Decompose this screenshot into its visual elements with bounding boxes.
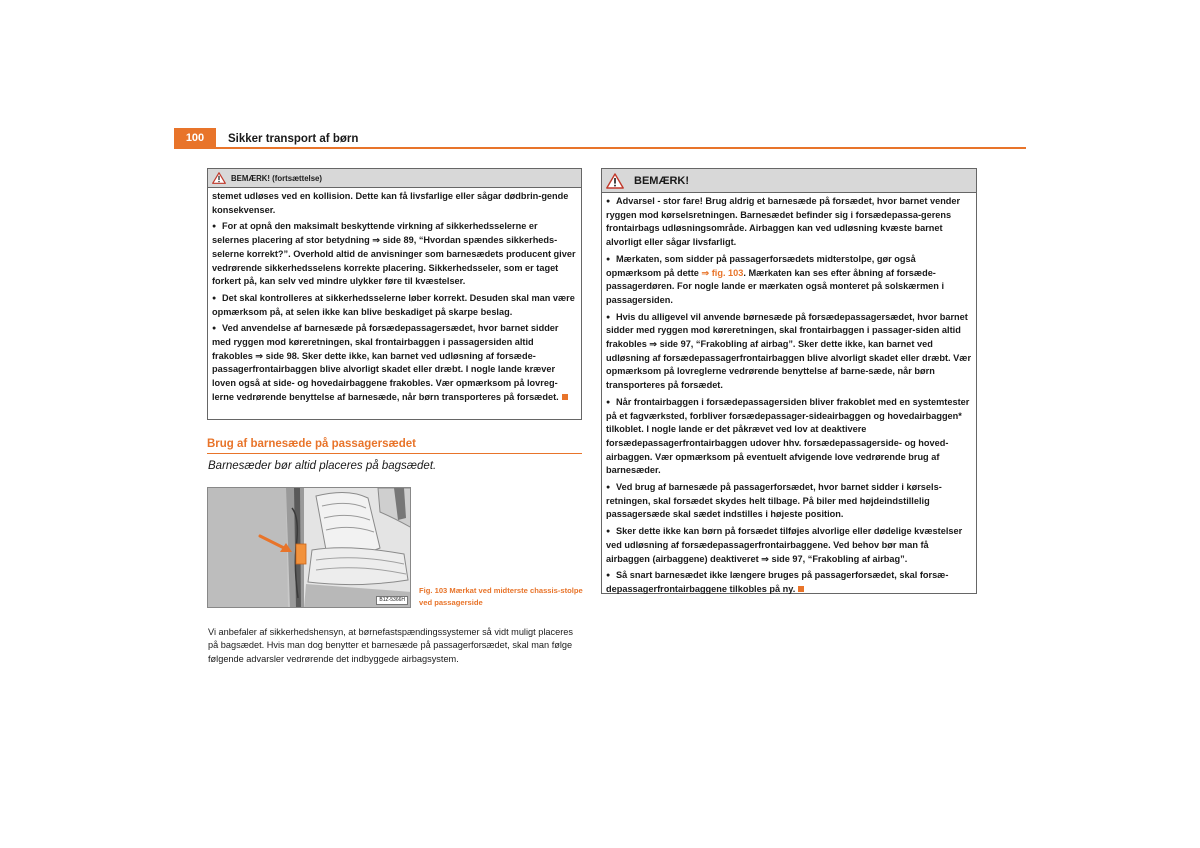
warning-triangle-icon: [212, 172, 226, 184]
warning-triangle-icon: [606, 173, 624, 189]
figure-car-pillar-sticker: [207, 487, 411, 608]
intro-sentence: Barnesæder bør altid placeres på bagsædet.: [208, 460, 437, 472]
paragraph-text: . Mærkaten kan ses efter åbning af forsæde-passagerdøren. For nogle lande er mærkaten også monteret på solskærmen i passagersiden.: [606, 267, 944, 305]
paragraph-text: Når frontairbaggen i forsædepassagersiden bliver frakoblet med en systemtester på et fagværksted, forbliver forsædepassager-sideairbaggen og hovedairbaggen* tilkoblet. I nogle lande er det påkrævet ved lov at deaktivere forsædepassagerfrontairbaggen udover hhv. forsædepassagerside- og hoved-airbaggen. Vær opmærksom på eventuelt afvigende love vedrørende brug af barnesæder.: [606, 396, 970, 476]
warning-paragraph: [212, 292, 577, 319]
warning-box-header: [208, 169, 581, 188]
warning-paragraph: [606, 253, 972, 308]
warning-box: [601, 168, 977, 594]
cross-reference-link[interactable]: ⇒ fig. 103: [701, 267, 744, 278]
paragraph-text: Sker dette ikke kan børn på forsædet tilføjes alvorlige eller dødelige kvæstelser ved udløsning af forsædepassagerfrontairbaggene. Ved behov bør man få airbaggen (airbaggene) deaktiveret ⇒ side 97, “Frakobling af airbag”.: [606, 526, 963, 564]
bullet-icon: ●: [606, 198, 611, 205]
figure-code: B1Z-5366H: [376, 596, 408, 605]
warning-label: BEMÆRK! (fortsættelse): [231, 173, 322, 183]
paragraph-text: Så snart barnesædet ikke længere bruges på passagerforsædet, skal forsæ-depassagerfrontairbaggene tilkobles på ny.: [606, 570, 949, 594]
subsection-heading: Brug af barnesæde på passagersædet: [207, 436, 582, 454]
warning-paragraph: [606, 481, 972, 522]
section-title: Sikker transport af børn: [228, 133, 359, 145]
bullet-icon: ●: [606, 528, 611, 536]
paragraph-text: Advarsel - stor fare! Brug aldrig et barnesæde på forsædet, hvor barnet vender ryggen mod kørselsretningen. Barnesædet befinder sig i forsædepassa-gerens frontairbags udløsningsområde. Airbaggen kan ved udløsning kvæste barnet alvorligt eller sågar livsfarligt.: [606, 196, 961, 248]
warning-label: BEMÆRK!: [634, 174, 689, 187]
body-paragraph: Vi anbefaler af sikkerhedshensyn, at børnefastspændingssystemer så vidt muligt placeres på bagsædet. Hvis man dog benytter et barnesæde på passagerforsædet, skal man følge følgende advarsler vedrørende det indbyggede airbagsystem.: [208, 627, 573, 664]
warning-box-header: [602, 169, 976, 193]
paragraph-text: Hvis du alligevel vil anvende børnesæde på forsædepassagersædet, hvor barnet sidder med ryggen mod køreretningen, skal frontairbaggen i passager-siden altid frakobles ⇒ side 97, “Frakobling af airbag”. Sker dette ikke, kan barnet ved udløsning af forsædepassagerfrontairbaggen blive alvorligt skadet eller dræbt. Vær opmærksom på lovreglerne vedrørende benyttelse af barne-sæde, når børn transporteres på forsædet.: [606, 311, 972, 391]
figure-caption: Fig. 103 Mærkat ved midterste chassis-stolpe ved passagerside: [419, 586, 583, 607]
bullet-icon: ●: [212, 325, 217, 333]
warning-paragraph: [606, 569, 972, 596]
bullet-icon: ●: [606, 572, 611, 580]
page-number: 100: [174, 128, 216, 147]
warning-box-body: [602, 193, 976, 599]
section-end-marker-icon: [562, 394, 568, 400]
bullet-icon: ●: [606, 484, 611, 492]
warning-paragraph: [212, 322, 577, 404]
bullet-icon: ●: [606, 313, 611, 321]
bullet-icon: ●: [212, 223, 217, 231]
warning-paragraph: [606, 195, 972, 250]
paragraph-text: Ved brug af barnesæde på passagerforsædet, hvor barnet sidder i kørsels-retningen, skal forsædet skydes helt tilbage. På biler med højdeindstillelig passagersæde skal sædet indstilles i højeste position.: [606, 482, 942, 520]
paragraph-text: Det skal kontrolleres at sikkerhedsselerne løber korrekt. Desuden skal man være opmærksom på, at selen ikke kan blive beskadiget på skarpe beslag.: [212, 292, 575, 317]
warning-paragraph: [606, 311, 972, 393]
paragraph-text: stemet udløses ved en kollision. Dette kan få livsfarlige eller sågar dødbrin-gende konsekvenser.: [212, 191, 569, 215]
paragraph-text: Mærkaten, som sidder på passagerforsædets midterstolpe, gør også opmærksom på dette: [606, 253, 916, 278]
warning-paragraph: [212, 190, 577, 217]
page-header: [174, 128, 1026, 149]
warning-paragraph: [606, 525, 972, 566]
section-end-marker-icon: [798, 586, 804, 592]
warning-box-body: [208, 188, 581, 407]
warning-paragraph: [212, 220, 577, 289]
warning-box-continued: [207, 168, 582, 420]
bullet-icon: ●: [606, 255, 611, 263]
paragraph-text: For at opnå den maksimalt beskyttende virkning af sikkerhedsselerne er selernes placering af stor betydning ⇒ side 89, “Hvordan spændes sikkerheds-selerne korrekt?”. Overhold altid de anvisninger som barnesædets producent giver vedrørende sikkerhedsselens korrekte placering. Sikkerhedsseler, som er taget forkert på, kan selv ved mindre ulykker føre til kvæstelser.: [212, 221, 576, 287]
bullet-icon: ●: [606, 398, 611, 406]
bullet-icon: ●: [212, 294, 217, 302]
warning-paragraph: [606, 396, 972, 478]
paragraph-text: Ved anvendelse af barnesæde på forsædepassagersædet, hvor barnet sidder med ryggen mod køreretningen, skal frontairbaggen i passagersiden altid frakobles ⇒ side 98. Sker dette ikke, kan barnet ved udløsning af forsæde-passagerfrontairbaggen blive alvorligt skadet eller dræbt. I nogle lande kræver loven også at side- og hovedairbaggene frakobles. Vær opmærksom på lovreg-lerne vedrørende benyttelse af barnesæde, når børn transporteres på forsædet.: [212, 323, 559, 402]
car-interior-illustration: [208, 488, 411, 608]
